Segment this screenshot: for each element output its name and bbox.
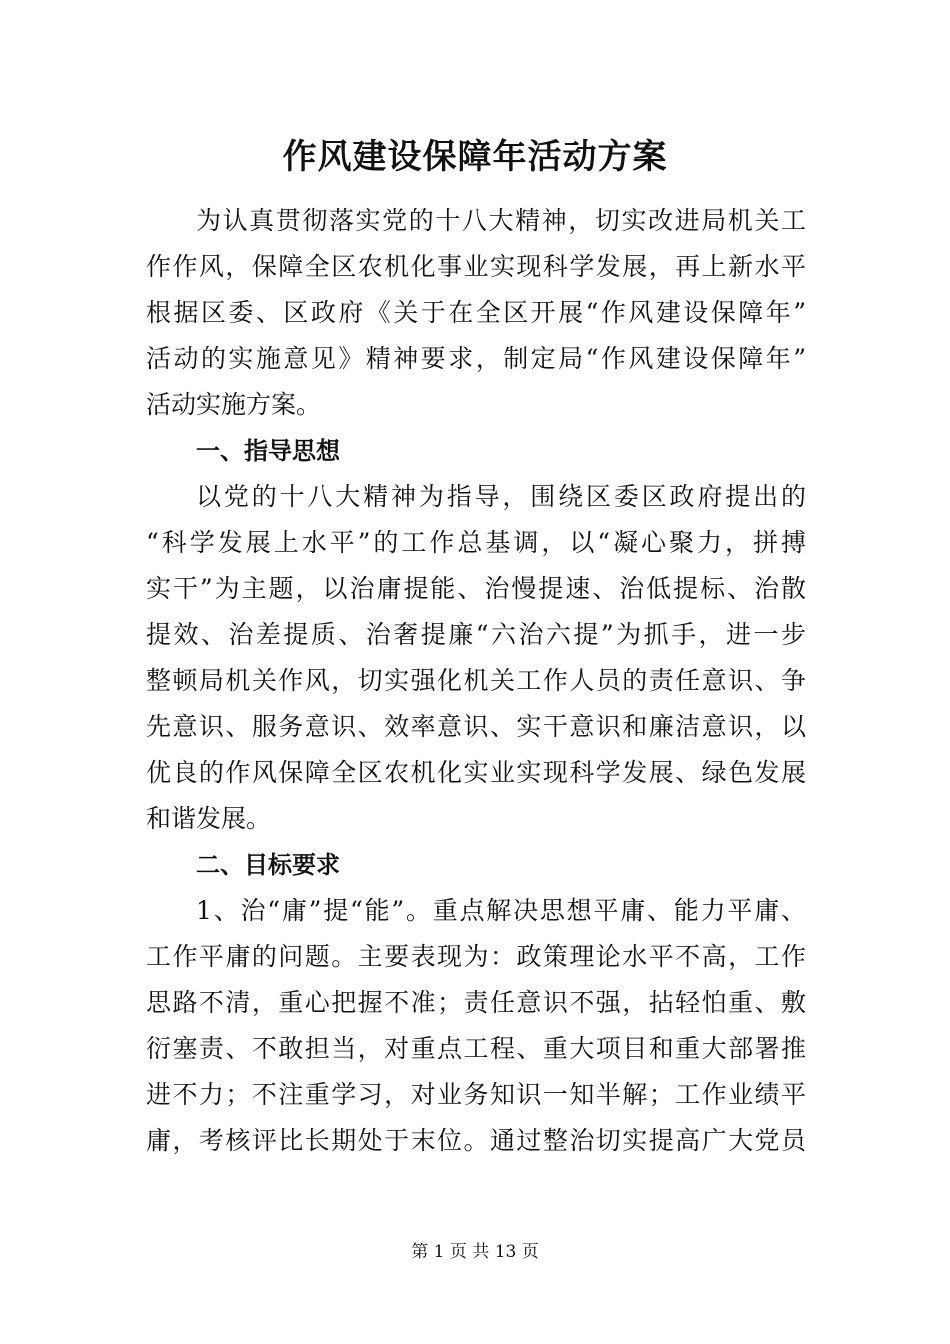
document-title: 作风建设保障年活动方案: [282, 137, 668, 177]
section1-line: 提效、治差提质、治奢提廉“六治六提”为抓手，进一步: [146, 620, 806, 649]
page-number-footer: 第 1 页 共 13 页: [411, 1242, 539, 1262]
intro-line: 为认真贯彻落实党的十八大精神，切实改进局机关工: [196, 206, 806, 235]
section2-line: 进不力；不注重学习，对业务知识一知半解；工作业绩平: [146, 1080, 806, 1109]
section2-line: 工作平庸的问题。主要表现为：政策理论水平不高，工作: [146, 942, 806, 971]
section2-line: 1、治“庸”提“能”。重点解决思想平庸、能力平庸、: [196, 896, 806, 925]
intro-line: 活动实施方案。: [146, 390, 322, 419]
section2-line: 庸，考核评比长期处于末位。通过整治切实提高广大党员: [146, 1126, 806, 1155]
section-heading-guiding-ideology: 一、指导思想: [196, 437, 340, 465]
intro-line: 作作风，保障全区农机化事业实现科学发展，再上新水平: [146, 252, 806, 281]
section1-line: 实干”为主题，以治庸提能、治慢提速、治低提标、治散: [146, 574, 806, 603]
section1-line: “科学发展上水平”的工作总基调，以“凝心聚力，拼搏: [146, 528, 806, 557]
section1-line: 和谐发展。: [146, 804, 272, 833]
section1-line: 先意识、服务意识、效率意识、实干意识和廉洁意识，以: [146, 712, 806, 741]
section1-line: 优良的作风保障全区农机化实业实现科学发展、绿色发展: [146, 758, 806, 787]
intro-line: 根据区委、区政府《关于在全区开展“作风建设保障年”: [146, 298, 806, 327]
section1-line: 整顿局机关作风，切实强化机关工作人员的责任意识、争: [146, 666, 806, 695]
section2-line: 衍塞责、不敢担当，对重点工程、重大项目和重大部署推: [146, 1034, 806, 1063]
intro-line: 活动的实施意见》精神要求，制定局“作风建设保障年”: [146, 344, 806, 373]
section1-line: 以党的十八大精神为指导，围绕区委区政府提出的: [196, 482, 806, 511]
document-body: [146, 198, 806, 1164]
section2-line: 思路不清，重心把握不准；责任意识不强，拈轻怕重、敷: [146, 988, 806, 1017]
section-heading-goals: 二、目标要求: [196, 851, 340, 879]
